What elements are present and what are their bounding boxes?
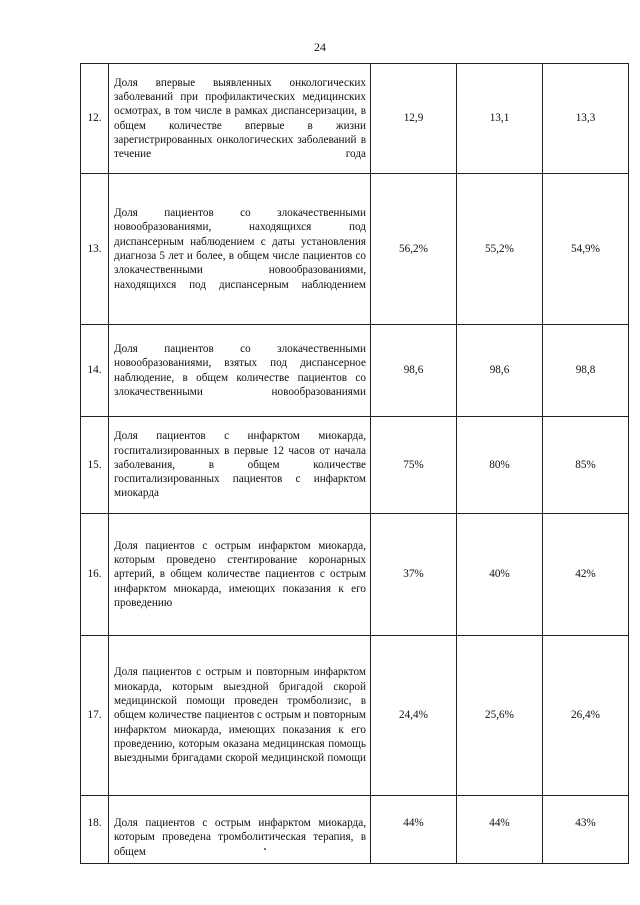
row-number: 16.: [81, 514, 109, 636]
value-year-1: 12,9: [371, 64, 457, 174]
table-row: [81, 796, 629, 864]
row-number: 17.: [81, 636, 109, 796]
indicator-description: Доля пациентов со злокачественными новообразованиями, взятых под диспансерное наблюдение, в общем количестве пациентов со злокачественными новообразованиями: [109, 325, 371, 417]
value-year-1: 98,6: [371, 325, 457, 417]
value-year-3: 85%: [543, 417, 629, 514]
table-row: [81, 514, 629, 636]
table-row: [81, 417, 629, 514]
table-row: [81, 325, 629, 417]
value-year-3: 54,9%: [543, 174, 629, 325]
value-year-1: 75%: [371, 417, 457, 514]
row-number: 12.: [81, 64, 109, 174]
value-year-2: 40%: [457, 514, 543, 636]
value-year-3: 13,3: [543, 64, 629, 174]
value-year-1: 24,4%: [371, 636, 457, 796]
value-year-1: 44%: [371, 796, 457, 864]
value-year-2: 80%: [457, 417, 543, 514]
indicator-description: Доля пациентов с острым инфарктом миокарда, которым проведена тромболитическая терапия, в общем: [109, 796, 371, 864]
page-number: 24: [314, 40, 326, 54]
row-number: 18.: [81, 796, 109, 864]
indicator-description: Доля впервые выявленных онкологических заболеваний при профилактических медицинских осмотрах, в том числе в рамках диспансеризации, в общем количестве впервые в жизни зарегистрированных онкологических заболеваний в течение года: [109, 64, 371, 174]
value-year-3: 26,4%: [543, 636, 629, 796]
table-row: [81, 64, 629, 174]
row-number: 15.: [81, 417, 109, 514]
scan-speck: [264, 848, 266, 850]
value-year-1: 56,2%: [371, 174, 457, 325]
value-year-3: 42%: [543, 514, 629, 636]
value-year-2: 44%: [457, 796, 543, 864]
table-row: [81, 636, 629, 796]
value-year-1: 37%: [371, 514, 457, 636]
value-year-2: 98,6: [457, 325, 543, 417]
row-number: 14.: [81, 325, 109, 417]
value-year-3: 98,8: [543, 325, 629, 417]
value-year-2: 25,6%: [457, 636, 543, 796]
value-year-2: 13,1: [457, 64, 543, 174]
value-year-2: 55,2%: [457, 174, 543, 325]
row-number: 13.: [81, 174, 109, 325]
indicators-table: [80, 63, 629, 864]
indicator-description: Доля пациентов с острым инфарктом миокарда, которым проведено стентирование коронарных артерий, в общем количестве пациентов с острым инфарктом миокарда, имеющих показания к его проведению: [109, 514, 371, 636]
indicator-description: Доля пациентов со злокачественными новообразованиями, находящихся под диспансерным наблюдением с даты установления диагноза 5 лет и более, в общем числе пациентов со злокачественными новообразованиями, находящихся под диспансерным наблюдением: [109, 174, 371, 325]
value-year-3: 43%: [543, 796, 629, 864]
table-row: [81, 174, 629, 325]
indicator-description: Доля пациентов с острым и повторным инфарктом миокарда, которым выездной бригадой скорой медицинской помощи проведен тромболизис, в общем количестве пациентов с острым и повторным инфарктом миокарда, имеющих показания к его проведению, которым оказана медицинская помощь выездными бригадами скорой медицинской помощи: [109, 636, 371, 796]
indicator-description: Доля пациентов с инфарктом миокарда, госпитализированных в первые 12 часов от начала заболевания, в общем количестве госпитализированных пациентов с инфарктом миокарда: [109, 417, 371, 514]
